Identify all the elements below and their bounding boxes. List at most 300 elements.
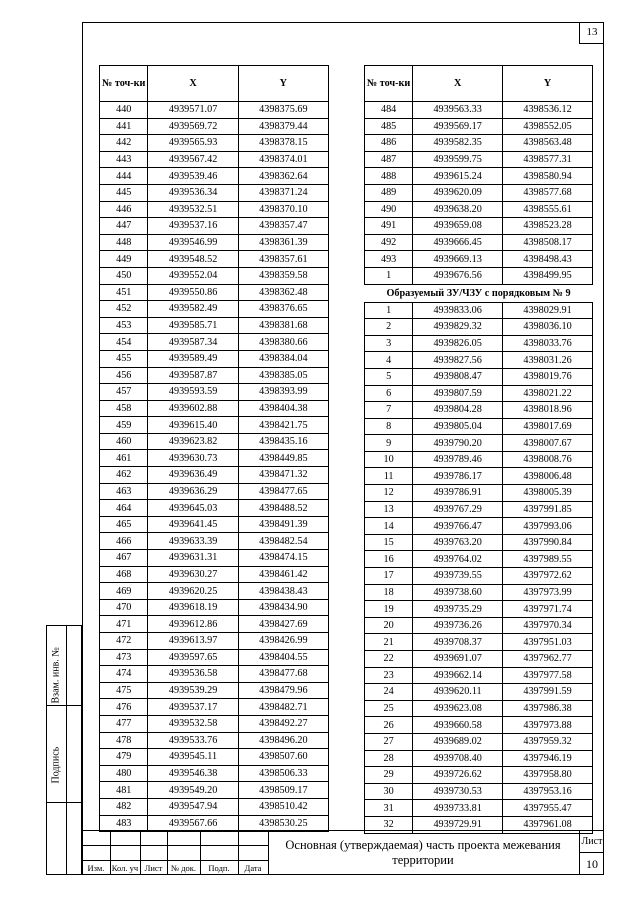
y-cell: 4398523.28 <box>503 218 593 235</box>
table-row <box>100 533 329 550</box>
y-cell: 4397993.06 <box>503 518 593 535</box>
y-cell: 4398496.20 <box>238 732 328 749</box>
point-number-cell: 483 <box>100 815 148 832</box>
point-number-cell: 455 <box>100 350 148 367</box>
x-cell: 4939807.59 <box>413 385 503 402</box>
x-cell: 4939532.58 <box>148 715 238 732</box>
y-cell: 4397973.88 <box>503 717 593 734</box>
x-cell: 4939623.82 <box>148 433 238 450</box>
table-row <box>100 782 329 799</box>
table-row <box>365 733 593 750</box>
table-row <box>100 251 329 268</box>
y-cell: 4398378.15 <box>238 135 328 152</box>
table-row <box>100 633 329 650</box>
point-number-cell: 459 <box>100 417 148 434</box>
table-row <box>365 651 593 668</box>
point-number-cell: 490 <box>365 201 413 218</box>
document-title: Основная (утверждаемая) часть проекта межевания территории <box>285 838 561 867</box>
x-cell: 4939630.73 <box>148 450 238 467</box>
point-number-cell: 25 <box>365 700 413 717</box>
x-cell: 4939585.71 <box>148 317 238 334</box>
y-cell: 4397970.34 <box>503 617 593 634</box>
x-cell: 4939571.07 <box>148 102 238 119</box>
y-cell: 4398362.64 <box>238 168 328 185</box>
y-cell: 4398477.68 <box>238 666 328 683</box>
y-cell: 4398021.22 <box>503 385 593 402</box>
table-row <box>100 334 329 351</box>
point-number-cell: 9 <box>365 435 413 452</box>
point-number-cell: 482 <box>100 798 148 815</box>
point-number-cell: 3 <box>365 335 413 352</box>
point-number-cell: 478 <box>100 732 148 749</box>
x-cell: 4939539.29 <box>148 682 238 699</box>
point-number-cell: 7 <box>365 402 413 419</box>
table-row <box>365 251 593 268</box>
point-number-cell: 451 <box>100 284 148 301</box>
point-number-cell: 13 <box>365 501 413 518</box>
point-number-cell: 30 <box>365 783 413 800</box>
x-cell: 4939546.38 <box>148 765 238 782</box>
table-row <box>365 584 593 601</box>
y-cell: 4398357.47 <box>238 218 328 235</box>
table-row <box>100 234 329 251</box>
point-number-cell: 23 <box>365 667 413 684</box>
sheet-number: 10 <box>586 857 598 871</box>
table-row <box>365 218 593 235</box>
x-cell: 4939636.49 <box>148 467 238 484</box>
table-row <box>100 450 329 467</box>
point-number-cell: 486 <box>365 135 413 152</box>
point-number-cell: 441 <box>100 118 148 135</box>
point-number-cell: 457 <box>100 384 148 401</box>
x-cell: 4939805.04 <box>413 418 503 435</box>
x-cell: 4939552.04 <box>148 267 238 284</box>
point-number-cell: 485 <box>365 118 413 135</box>
x-cell: 4939536.58 <box>148 666 238 683</box>
tb-col-list: Лист <box>144 863 163 873</box>
y-cell: 4398509.17 <box>238 782 328 799</box>
y-cell: 4398371.24 <box>238 184 328 201</box>
x-cell: 4939615.24 <box>413 168 503 185</box>
table-row <box>365 352 593 369</box>
table-row <box>100 765 329 782</box>
y-cell: 4398036.10 <box>503 319 593 336</box>
x-cell: 4939826.05 <box>413 335 503 352</box>
table-row <box>100 102 329 119</box>
x-cell: 4939569.17 <box>413 118 503 135</box>
table-row <box>365 617 593 634</box>
point-number-cell: 15 <box>365 534 413 551</box>
point-number-cell: 473 <box>100 649 148 666</box>
table-row <box>365 267 593 284</box>
x-cell: 4939547.94 <box>148 798 238 815</box>
x-cell: 4939620.11 <box>413 684 503 701</box>
header-x: X <box>148 66 238 102</box>
y-cell: 4398361.39 <box>238 234 328 251</box>
point-number-cell: 484 <box>365 102 413 119</box>
point-number-cell: 463 <box>100 483 148 500</box>
table-row <box>365 485 593 502</box>
table-row <box>100 699 329 716</box>
y-cell: 4398031.26 <box>503 352 593 369</box>
point-number-cell: 19 <box>365 601 413 618</box>
y-cell: 4398482.54 <box>238 533 328 550</box>
table-row <box>365 667 593 684</box>
point-number-cell: 27 <box>365 733 413 750</box>
point-number-cell: 446 <box>100 201 148 218</box>
point-number-cell: 16 <box>365 551 413 568</box>
x-cell: 4939829.32 <box>413 319 503 336</box>
tb-line <box>579 852 604 853</box>
x-cell: 4939641.45 <box>148 516 238 533</box>
point-number-cell: 454 <box>100 334 148 351</box>
y-cell: 4398359.58 <box>238 267 328 284</box>
tb-col-date: Дата <box>244 863 262 873</box>
coordinates-table-right <box>364 65 593 834</box>
y-cell: 4398381.68 <box>238 317 328 334</box>
x-cell: 4939539.46 <box>148 168 238 185</box>
point-number-cell: 21 <box>365 634 413 651</box>
point-number-cell: 476 <box>100 699 148 716</box>
y-cell: 4398007.67 <box>503 435 593 452</box>
y-cell: 4398380.66 <box>238 334 328 351</box>
table-row <box>100 367 329 384</box>
table-row <box>365 184 593 201</box>
x-cell: 4939545.11 <box>148 749 238 766</box>
x-cell: 4939546.99 <box>148 234 238 251</box>
x-cell: 4939691.07 <box>413 651 503 668</box>
tb-col-kol: Кол. уч <box>111 863 139 873</box>
point-number-cell: 20 <box>365 617 413 634</box>
y-cell: 4397962.77 <box>503 651 593 668</box>
point-number-cell: 456 <box>100 367 148 384</box>
x-cell: 4939589.49 <box>148 350 238 367</box>
side-label-sign: Подпись <box>50 746 62 784</box>
x-cell: 4939786.17 <box>413 468 503 485</box>
x-cell: 4939597.65 <box>148 649 238 666</box>
table-row <box>100 483 329 500</box>
point-number-cell: 4 <box>365 352 413 369</box>
point-number-cell: 2 <box>365 319 413 336</box>
x-cell: 4939666.45 <box>413 234 503 251</box>
y-cell: 4397961.08 <box>503 816 593 833</box>
table-row <box>365 168 593 185</box>
table-row <box>365 368 593 385</box>
table-row <box>100 682 329 699</box>
table-row <box>100 301 329 318</box>
y-cell: 4398357.61 <box>238 251 328 268</box>
y-cell: 4398384.04 <box>238 350 328 367</box>
y-cell: 4398449.85 <box>238 450 328 467</box>
y-cell: 4398005.39 <box>503 485 593 502</box>
x-cell: 4939763.20 <box>413 534 503 551</box>
y-cell: 4398427.69 <box>238 616 328 633</box>
section-row <box>365 284 593 302</box>
point-number-cell: 475 <box>100 682 148 699</box>
table-row <box>365 451 593 468</box>
x-cell: 4939645.03 <box>148 500 238 517</box>
point-number-cell: 453 <box>100 317 148 334</box>
x-cell: 4939587.87 <box>148 367 238 384</box>
table-row <box>365 418 593 435</box>
table-row <box>100 284 329 301</box>
y-cell: 4398018.96 <box>503 402 593 419</box>
y-cell: 4397991.59 <box>503 684 593 701</box>
y-cell: 4398510.42 <box>238 798 328 815</box>
point-number-cell: 468 <box>100 566 148 583</box>
y-cell: 4398008.76 <box>503 451 593 468</box>
table-row <box>100 649 329 666</box>
header-point-number: № точ-ки <box>100 66 148 102</box>
table-row <box>365 118 593 135</box>
y-cell: 4398482.71 <box>238 699 328 716</box>
y-cell: 4398580.94 <box>503 168 593 185</box>
table-row <box>365 700 593 717</box>
y-cell: 4398499.95 <box>503 267 593 284</box>
x-cell: 4939587.34 <box>148 334 238 351</box>
x-cell: 4939735.29 <box>413 601 503 618</box>
point-number-cell: 8 <box>365 418 413 435</box>
x-cell: 4939631.31 <box>148 550 238 567</box>
sheet-label: Лист <box>581 836 603 847</box>
point-number-cell: 449 <box>100 251 148 268</box>
table-row <box>100 350 329 367</box>
y-cell: 4398552.05 <box>503 118 593 135</box>
y-cell: 4398006.48 <box>503 468 593 485</box>
table-row <box>100 151 329 168</box>
x-cell: 4939620.25 <box>148 583 238 600</box>
table-row <box>365 335 593 352</box>
x-cell: 4939739.55 <box>413 568 503 585</box>
x-cell: 4939660.58 <box>413 717 503 734</box>
x-cell: 4939569.72 <box>148 118 238 135</box>
table-row <box>100 715 329 732</box>
side-divider <box>46 705 82 706</box>
point-number-cell: 472 <box>100 633 148 650</box>
y-cell: 4398379.44 <box>238 118 328 135</box>
y-cell: 4398491.39 <box>238 516 328 533</box>
y-cell: 4398019.76 <box>503 368 593 385</box>
y-cell: 4397989.55 <box>503 551 593 568</box>
y-cell: 4398404.55 <box>238 649 328 666</box>
header-y: Y <box>503 66 593 102</box>
table-row <box>365 102 593 119</box>
side-label-inv: Взам. инв. № <box>50 647 62 704</box>
table-row <box>365 151 593 168</box>
header-point-number: № точ-ки <box>365 66 413 102</box>
y-cell: 4398563.48 <box>503 135 593 152</box>
y-cell: 4398362.48 <box>238 284 328 301</box>
y-cell: 4397990.84 <box>503 534 593 551</box>
table-row <box>100 400 329 417</box>
x-cell: 4939612.86 <box>148 616 238 633</box>
y-cell: 4397946.19 <box>503 750 593 767</box>
table-row <box>100 749 329 766</box>
point-number-cell: 447 <box>100 218 148 235</box>
y-cell: 4398530.25 <box>238 815 328 832</box>
x-cell: 4939804.28 <box>413 402 503 419</box>
x-cell: 4939630.27 <box>148 566 238 583</box>
point-number-cell: 491 <box>365 218 413 235</box>
y-cell: 4398033.76 <box>503 335 593 352</box>
point-number-cell: 1 <box>365 302 413 319</box>
x-cell: 4939790.20 <box>413 435 503 452</box>
table-row <box>365 402 593 419</box>
point-number-cell: 31 <box>365 800 413 817</box>
table-row <box>100 135 329 152</box>
point-number-cell: 467 <box>100 550 148 567</box>
table-row <box>100 550 329 567</box>
y-cell: 4398477.65 <box>238 483 328 500</box>
point-number-cell: 480 <box>100 765 148 782</box>
point-number-cell: 487 <box>365 151 413 168</box>
y-cell: 4398374.01 <box>238 151 328 168</box>
y-cell: 4398471.32 <box>238 467 328 484</box>
point-number-cell: 460 <box>100 433 148 450</box>
table-row <box>365 800 593 817</box>
x-cell: 4939567.66 <box>148 815 238 832</box>
y-cell: 4397951.03 <box>503 634 593 651</box>
y-cell: 4398498.43 <box>503 251 593 268</box>
x-cell: 4939549.20 <box>148 782 238 799</box>
x-cell: 4939827.56 <box>413 352 503 369</box>
x-cell: 4939764.02 <box>413 551 503 568</box>
table-row <box>100 798 329 815</box>
y-cell: 4398426.99 <box>238 633 328 650</box>
x-cell: 4939708.37 <box>413 634 503 651</box>
table-row <box>365 767 593 784</box>
point-number-cell: 26 <box>365 717 413 734</box>
x-cell: 4939726.62 <box>413 767 503 784</box>
table-row <box>365 750 593 767</box>
y-cell: 4398421.75 <box>238 417 328 434</box>
table-row <box>365 135 593 152</box>
table-row <box>365 551 593 568</box>
table-row <box>100 168 329 185</box>
x-cell: 4939620.09 <box>413 184 503 201</box>
x-cell: 4939636.29 <box>148 483 238 500</box>
table-row <box>100 583 329 600</box>
point-number-cell: 14 <box>365 518 413 535</box>
x-cell: 4939565.93 <box>148 135 238 152</box>
point-number-cell: 450 <box>100 267 148 284</box>
x-cell: 4939736.26 <box>413 617 503 634</box>
table-row <box>100 732 329 749</box>
x-cell: 4939786.91 <box>413 485 503 502</box>
table-row <box>100 500 329 517</box>
x-cell: 4939613.97 <box>148 633 238 650</box>
y-cell: 4397955.47 <box>503 800 593 817</box>
point-number-cell: 474 <box>100 666 148 683</box>
table-row <box>100 599 329 616</box>
y-cell: 4398507.60 <box>238 749 328 766</box>
point-number-cell: 470 <box>100 599 148 616</box>
x-cell: 4939833.06 <box>413 302 503 319</box>
table-row <box>365 435 593 452</box>
x-cell: 4939766.47 <box>413 518 503 535</box>
point-number-cell: 471 <box>100 616 148 633</box>
point-number-cell: 461 <box>100 450 148 467</box>
x-cell: 4939730.53 <box>413 783 503 800</box>
table-row <box>365 319 593 336</box>
y-cell: 4398555.61 <box>503 201 593 218</box>
x-cell: 4939618.19 <box>148 599 238 616</box>
y-cell: 4397959.32 <box>503 733 593 750</box>
table-row <box>100 184 329 201</box>
x-cell: 4939582.49 <box>148 301 238 318</box>
table-row <box>365 601 593 618</box>
point-number-cell: 469 <box>100 583 148 600</box>
header-y: Y <box>238 66 328 102</box>
point-number-cell: 479 <box>100 749 148 766</box>
y-cell: 4397972.62 <box>503 568 593 585</box>
x-cell: 4939729.91 <box>413 816 503 833</box>
x-cell: 4939602.88 <box>148 400 238 417</box>
coordinates-table-left <box>99 65 329 832</box>
y-cell: 4398474.15 <box>238 550 328 567</box>
point-number-cell: 488 <box>365 168 413 185</box>
table-row <box>100 267 329 284</box>
point-number-cell: 5 <box>365 368 413 385</box>
y-cell: 4398029.91 <box>503 302 593 319</box>
x-cell: 4939532.51 <box>148 201 238 218</box>
y-cell: 4397953.16 <box>503 783 593 800</box>
table-row <box>365 634 593 651</box>
point-number-cell: 1 <box>365 267 413 284</box>
point-number-cell: 493 <box>365 251 413 268</box>
table-row <box>365 234 593 251</box>
x-cell: 4939567.42 <box>148 151 238 168</box>
x-cell: 4939738.60 <box>413 584 503 601</box>
point-number-cell: 443 <box>100 151 148 168</box>
y-cell: 4398577.31 <box>503 151 593 168</box>
table-row <box>365 684 593 701</box>
point-number-cell: 448 <box>100 234 148 251</box>
x-cell: 4939623.08 <box>413 700 503 717</box>
table-row <box>100 616 329 633</box>
table-row <box>365 501 593 518</box>
x-cell: 4939808.47 <box>413 368 503 385</box>
y-cell: 4398435.16 <box>238 433 328 450</box>
y-cell: 4397971.74 <box>503 601 593 618</box>
x-cell: 4939593.59 <box>148 384 238 401</box>
point-number-cell: 444 <box>100 168 148 185</box>
x-cell: 4939659.08 <box>413 218 503 235</box>
point-number-cell: 458 <box>100 400 148 417</box>
table-row <box>365 568 593 585</box>
x-cell: 4939582.35 <box>413 135 503 152</box>
point-number-cell: 462 <box>100 467 148 484</box>
side-divider <box>46 802 82 803</box>
point-number-cell: 492 <box>365 234 413 251</box>
point-number-cell: 440 <box>100 102 148 119</box>
table-row <box>100 666 329 683</box>
point-number-cell: 32 <box>365 816 413 833</box>
section-title: Образуемый ЗУ/ЧЗУ с порядковым № 9 <box>365 284 593 302</box>
x-cell: 4939669.13 <box>413 251 503 268</box>
point-number-cell: 464 <box>100 500 148 517</box>
x-cell: 4939689.02 <box>413 733 503 750</box>
x-cell: 4939537.16 <box>148 218 238 235</box>
x-cell: 4939550.86 <box>148 284 238 301</box>
point-number-cell: 29 <box>365 767 413 784</box>
y-cell: 4398438.43 <box>238 583 328 600</box>
point-number-cell: 12 <box>365 485 413 502</box>
y-cell: 4397973.99 <box>503 584 593 601</box>
y-cell: 4398508.17 <box>503 234 593 251</box>
point-number-cell: 18 <box>365 584 413 601</box>
x-cell: 4939662.14 <box>413 667 503 684</box>
